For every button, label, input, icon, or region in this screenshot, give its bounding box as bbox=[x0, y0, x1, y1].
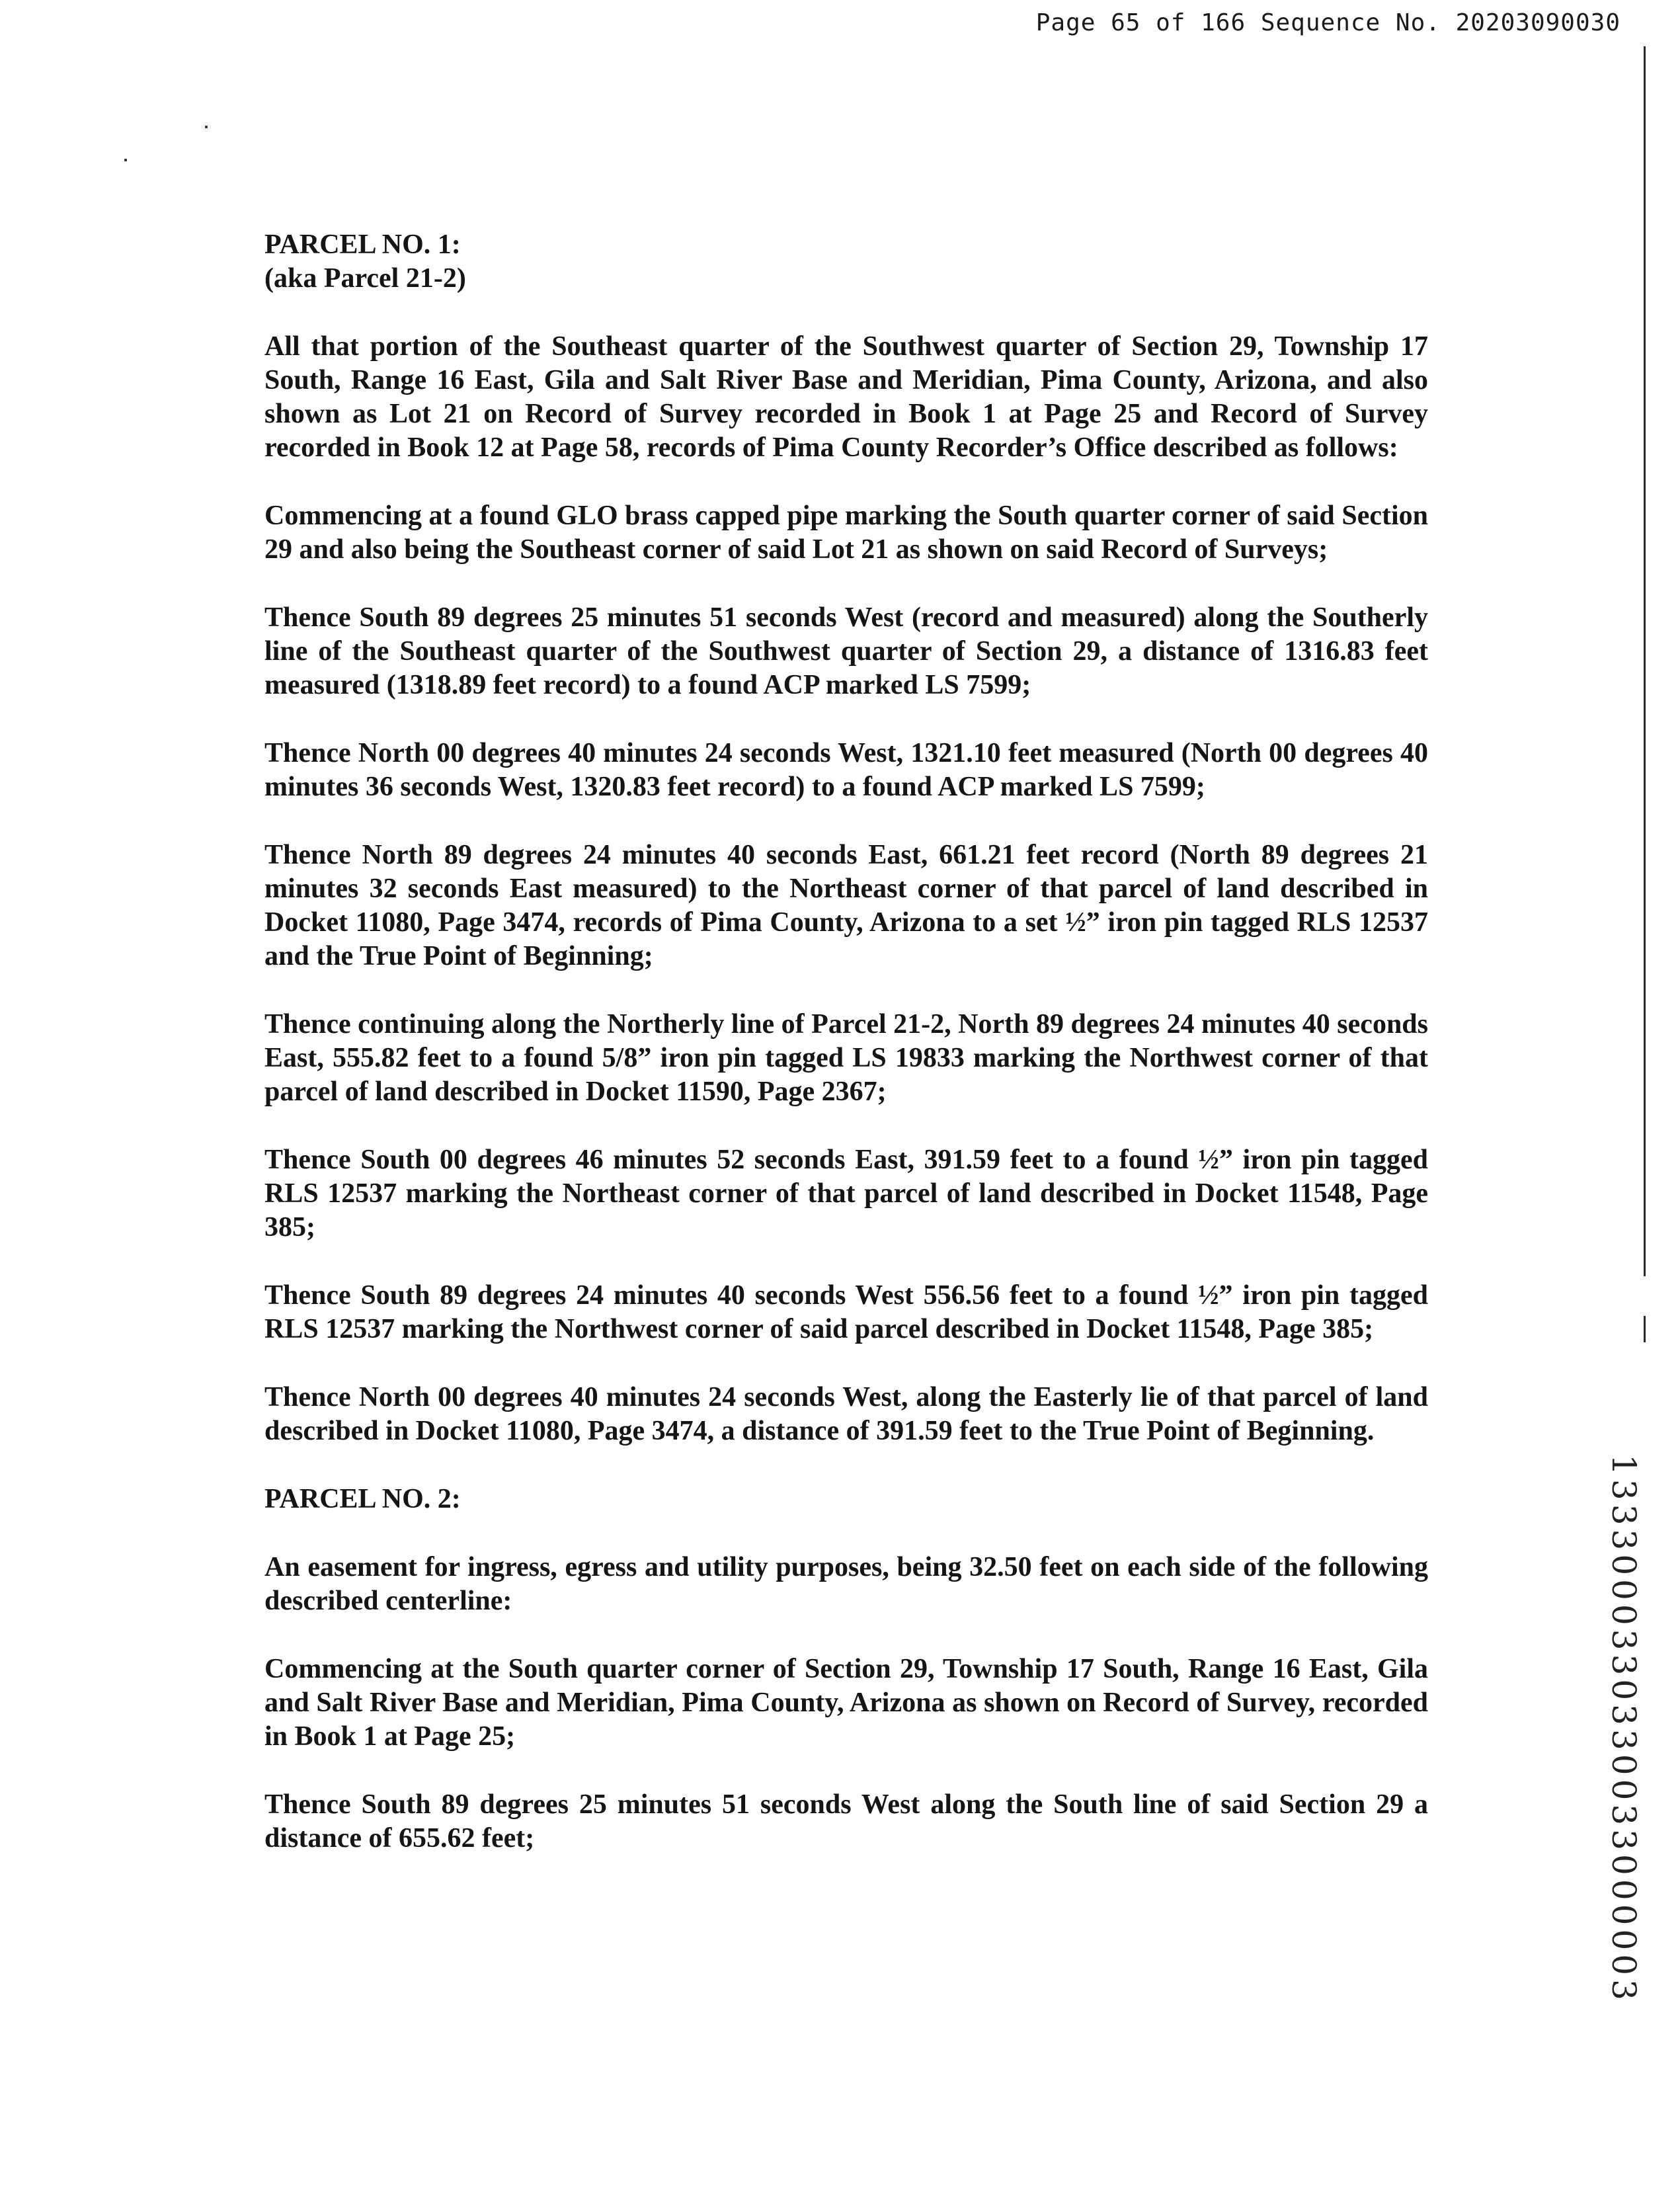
parcel-1-course-7: Thence North 00 degrees 40 minutes 24 seconds West, along the Easterly lie of that parcel of land described in Docket 11080, Page 3474, a distance of 391.59 feet to the True Point of Beginning. bbox=[264, 1382, 1428, 1446]
parcel-1-course-3: Thence North 89 degrees 24 minutes 40 seconds East, 661.21 feet record (North 89 degrees 21 minutes 32 seconds East measured) to the Northeast corner of that parcel of land described in Docket 11080, Page 3474, records of Pima County, Arizona to a set ½” iron pin tagged RLS 12537 and the True Point of Beginning; bbox=[264, 840, 1428, 971]
parcel-1-course-6: Thence South 89 degrees 24 minutes 40 seconds West 556.56 feet to a found ½” iron pin tagged RLS 12537 marking the Northwest corner of said parcel described in Docket 11548, Page 385; bbox=[264, 1280, 1428, 1344]
parcel-1-commencing: Commencing at a found GLO brass capped pipe marking the South quarter corner of said Section 29 and also being the Southeast corner of said Lot 21 as shown on said Record of Surveys; bbox=[264, 501, 1428, 565]
parcel-2-course-1: Thence South 89 degrees 25 minutes 51 seconds West along the South line of said Section 29 a distance of 655.62 feet; bbox=[264, 1789, 1428, 1854]
parcel-1-heading: PARCEL NO. 1: bbox=[264, 229, 461, 260]
parcel-1-course-5: Thence South 00 degrees 46 minutes 52 seconds East, 391.59 feet to a found ½” iron pin tagged RLS 12537 marking the Northeast corner of that parcel of land described in Docket 11548, Page 385; bbox=[264, 1145, 1428, 1243]
page-sequence-header: Page 65 of 166 Sequence No. 20203090030 bbox=[1035, 9, 1620, 36]
scan-speck bbox=[124, 159, 127, 161]
parcel-1-aka: (aka Parcel 21-2) bbox=[264, 263, 466, 294]
parcel-1-course-1: Thence South 89 degrees 25 minutes 51 seconds West (record and measured) along the Southerly line of the Southeast quarter of the Southwest quarter of Section 29, a distance of 1316.83 feet measured (1318.89 feet record) to a found ACP marked LS 7599; bbox=[264, 602, 1428, 700]
parcel-2-heading: PARCEL NO. 2: bbox=[264, 1484, 461, 1514]
parcel-1-course-4: Thence continuing along the Northerly line of Parcel 21-2, North 89 degrees 24 minutes 40 seconds East, 555.82 feet to a found 5/8” iron pin tagged LS 19833 marking the Northwest corner of that parcel of land described in Docket 11590, Page 2367; bbox=[264, 1009, 1429, 1107]
scan-edge-line-lower bbox=[1644, 1316, 1646, 1342]
parcel-1-description: All that portion of the Southeast quarter of the Southwest quarter of Section 29, Township 17 South, Range 16 East, Gila and Salt River Base and Meridian, Pima County, Arizona, and also shown as Lot 21 on Record of Survey recorded in Book 1 at Page 25 and Record of Survey recorded in Book 12 at Page 58, records of Pima County Recorder’s Office described as follows: bbox=[264, 331, 1428, 463]
legal-description bbox=[264, 228, 1428, 1855]
vertical-recording-stamp-text: 1333000330330033000003 bbox=[1605, 1454, 1644, 2004]
scan-edge-line bbox=[1644, 46, 1646, 1276]
parcel-2-description: An easement for ingress, egress and utility purposes, being 32.50 feet on each side of the following described centerline: bbox=[264, 1552, 1428, 1616]
vertical-recording-stamp bbox=[1604, 1454, 1644, 2004]
parcel-1-course-2: Thence North 00 degrees 40 minutes 24 seconds West, 1321.10 feet measured (North 00 degrees 40 minutes 36 seconds West, 1320.83 feet record) to a found ACP marked LS 7599; bbox=[264, 738, 1428, 802]
parcel-2-commencing: Commencing at the South quarter corner of Section 29, Township 17 South, Range 16 East, Gila and Salt River Base and Meridian, Pima County, Arizona as shown on Record of Survey, recorded in Book 1 at Page 25; bbox=[264, 1654, 1428, 1752]
scan-speck bbox=[205, 126, 208, 128]
